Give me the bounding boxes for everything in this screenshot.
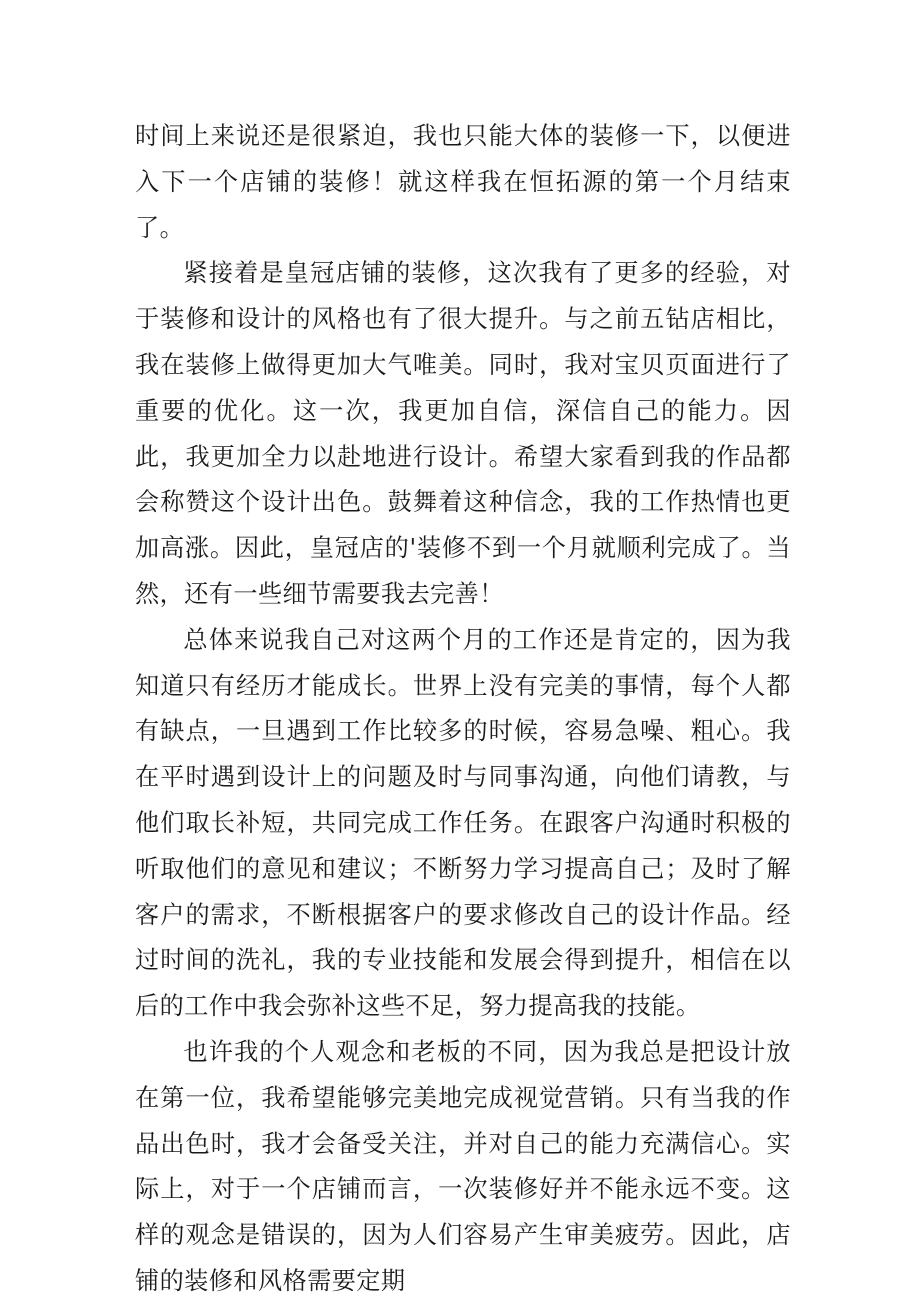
paragraph-personal-view: 也许我的个人观念和老板的不同，因为我总是把设计放在第一位，我希望能够完美地完成视觉营销。只有当我的作品出色时，我才会备受关注，并对自己的能力充满信心。实际上，对于一个店铺而言，一次装修好并不能永远不变。这样的观念是错误的，因为人们容易产生审美疲劳。因此，店铺的装修和风格需要定期 xyxy=(135,1037,791,1295)
paragraph-overall-summary: 总体来说我自己对这两个月的工作还是肯定的，因为我知道只有经历才能成长。世界上没有完美的事情，每个人都有缺点，一旦遇到工作比较多的时候，容易急噪、粗心。我在平时遇到设计上的问题及时与同事沟通，向他们请教，与他们取长补短，共同完成工作任务。在跟客户沟通时积极的听取他们的意见和建议；不断努力学习提高自己；及时了解客户的需求，不断根据客户的要求修改自己的设计作品。经过时间的洗礼，我的专业技能和发展会得到提升，相信在以后的工作中我会弥补这些不足，努力提高我的技能。 xyxy=(135,625,791,1021)
paragraph-continuation: 时间上来说还是很紧迫，我也只能大体的装修一下，以便进入下一个店铺的装修！就这样我在恒拓源的第一个月结束了。 xyxy=(135,122,791,242)
document-body xyxy=(135,114,791,1305)
paragraph-crown-shop-renovation: 紧接着是皇冠店铺的装修，这次我有了更多的经验，对于装修和设计的风格也有了很大提升。与之前五钻店相比，我在装修上做得更加大气唯美。同时，我对宝贝页面进行了重要的优化。这一次，我更加自信，深信自己的能力。因此，我更加全力以赴地进行设计。希望大家看到我的作品都会称赞这个设计出色。鼓舞着这种信念，我的工作热情也更加高涨。因此，皇冠店的'装修不到一个月就顺利完成了。当然，还有一些细节需要我去完善！ xyxy=(135,259,791,608)
